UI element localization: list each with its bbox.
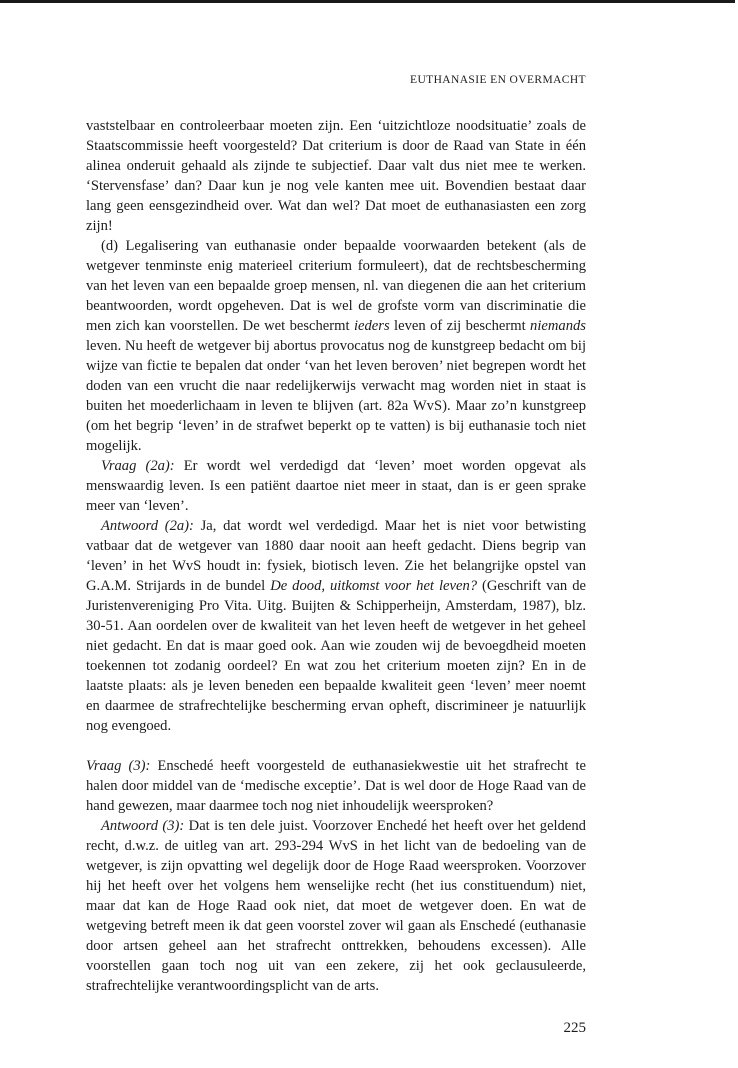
paragraph-2-text-a: (d) Legalisering van euthanasie onder bepaalde voorwaarden betekent (als de wetgever tenminste enig materieel criterium formuleert), dat de rechtsbescherming van het leven van een bepaalde groep mensen, nl. van diegenen die aan het criterium beantwoorden, wordt opgeheven. Dat is wel de grofste vorm van discriminatie die men zich kan voorstellen. De wet beschermt [86,238,586,334]
running-header: EUTHANASIE EN OVERMACHT [410,74,586,86]
question-3-text: Enschedé heeft voorgesteld de euthanasiekwestie uit het strafrecht te halen door middel van de ‘medische exceptie’. Dat is wel door de Hoge Raad van de hand gewezen, maar daarmee toch nog niet inhoudelijk weersproken? [86,758,586,814]
answer-2a [86,516,586,736]
emphasis-ieders: ieders [353,318,390,334]
question-2a [86,456,586,516]
scan-edge-rule [0,0,735,3]
answer-3-label: Antwoord (3): [101,818,185,834]
question-2a-text: Er wordt wel verdedigd dat ‘leven’ moet worden opgevat als menswaardig leven. Is een patiënt daartoe niet meer in staat, dan is er geen sprake meer van ‘leven’. [86,458,587,514]
book-title-citation: De dood, uitkomst voor het leven? [270,578,478,594]
answer-2a-label: Antwoord (2a): [101,518,194,534]
answer-3 [86,816,586,996]
question-2a-label: Vraag (2a): [101,458,175,474]
book-page [86,72,586,1038]
paragraph-2 [86,236,586,456]
answer-3-text: Dat is ten dele juist. Voorzover Enchedé het heeft over het geldend recht, d.w.z. de uitleg van art. 293-294 WvS in het licht van de bedoeling van de wetgever, is zijn opvatting wel degelijk door de Hoge Raad weersproken. Voorzover hij het heeft over het volgens hem wenselijke recht (het ius constituendum) niet, maar dat kan de Hoge Raad ook niet, dat moet de wetgever doen. En wat de wetgeving betreft meen ik dat geen voorstel zover wil gaan als Enschedé (euthanasie door artsen geheel aan het strafrecht onttrekken, behoudens excessen). Alle voorstellen gaan toch nog uit van een zekere, zij het ook geclausuleerde, strafrechtelijke verantwoordingsplicht van de arts. [86,818,586,994]
paragraph-1: vaststelbaar en controleerbaar moeten zijn. Een ‘uitzichtloze noodsituatie’ zoals de Staatscommissie heeft voorgesteld? Dat criterium is door de Raad van State in één alinea onderuit gehaald als zijnde te subjectief. Daar valt dus niet mee te werken. ‘Stervensfase’ dan? Daar kun je nog vele kanten mee uit. Bovendien bestaat daar lang geen eensgezindheid over. Wat dan wel? Dat moet de euthanasiasten een zorg zijn! [86,118,586,234]
paragraph-2-text-e: leven. Nu heeft de wetgever bij abortus provocatus nog de kunstgreep bedacht om bij wijze van fictie te bepalen dat onder ‘van het leven beroven’ niet begrepen wordt het doden van een vrucht die naar redelijkerwijs verwacht mag worden niet in staat is buiten het moederlichaam in leven te blijven (art. 82a WvS). Maar zo’n kunstgreep (om het begrip ‘leven’ in de strafwet beperkt op te vatten) is bij euthanasie toch niet mogelijk. [86,338,586,454]
question-3 [86,756,586,816]
paragraph-2-text-c: leven of zij beschermt [389,318,531,334]
answer-2a-text-c: (Geschrift van de Juristenvereniging Pro Vita. Uitg. Buijten & Schipperheijn, Amsterdam, 1987), blz. 30-51. Aan oordelen over de kwaliteit van het leven heeft de wetgever in het geheel niet gedacht. En dat is maar goed ook. Aan wie zouden wij de bevoegdheid moeten toekennen tot zodanig oordeel? En wat zou het criterium moeten zijn? En in de laatste plaats: als je leven beneden een bepaalde kwaliteit geen ‘leven’ meer noemt en daarmee de strafrechtelijke bescherming ervan opheft, discrimineer je natuurlijk nog evengoed. [86,578,586,734]
question-3-label: Vraag (3): [86,758,151,774]
page-number: 225 [563,1020,586,1036]
answer-2a-text-a: Ja, dat wordt wel verdedigd. Maar het is niet voor betwisting vatbaar dat de wetgever van 1880 daar nooit aan heeft gedacht. Diens begrip van ‘leven’ in het WvS houdt in: fysiek, biotisch leven. Zie het belangrijke opstel van G.A.M. Strijards in de bundel [86,518,586,594]
emphasis-niemands: niemands [530,318,586,334]
